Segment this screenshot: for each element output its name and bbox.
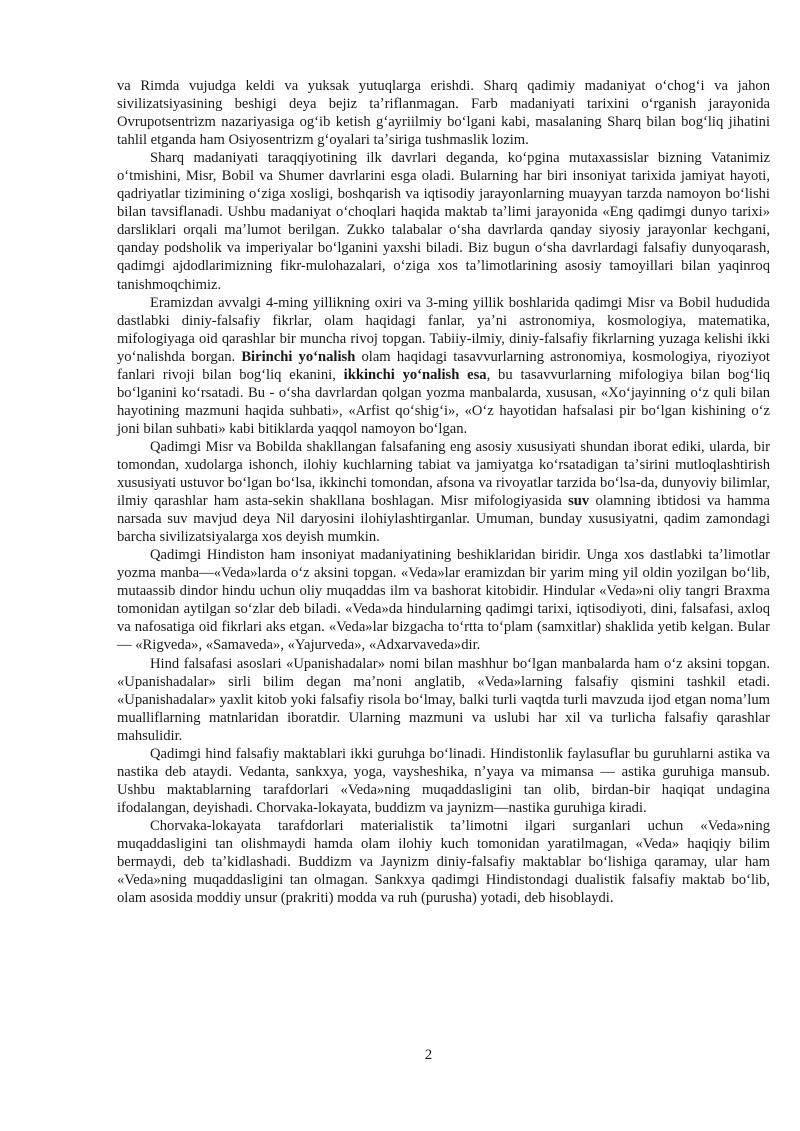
paragraph: va Rimda vujudga keldi va yuksak yutuqlarga erishdi. Sharq qadimiy madaniyat oʻchogʻi va jahon sivilizatsiyasining beshigi deya bejiz taʼriflanmagan. Farb madaniyati tarixini oʻrganish jarayonida Ovrupotsentrizm nazariyasiga ogʻib ketish gʻayriilmiy boʻlgani kabi, masalaning Sharq bilan bogʻliq jihatini tahlil etganda ham Osiyosentrizm gʻoyalari taʼsiriga tushmaslik lozim. — [117, 78, 770, 149]
paragraph: Hind falsafasi asoslari «Upanishadalar» nomi bilan mashhur boʻlgan manbalarda ham oʻz aksini topgan. «Upanishadalar» sirli bilim degan maʼnoni anglatib, «Veda»larning falsafiy qismini tashkil etadi. «Upanishadalar» yaxlit kitob yoki falsafiy risola boʻlmay, balki turli vaqtda turli mavzuda ijod etgan nomaʼlum mualliflarning matnlaridan iboratdir. Ularning mazmuni va uslubi har xil va turlicha falsafiy qarashlar mahsulidir. — [117, 655, 770, 744]
paragraph-text: , bu tasavvurlarning mifologiya bilan bogʻliq boʻlganini koʻrsatadi. Bu - oʻsha davrlardan qolgan yozma manbalarda, xususan, «Xoʻjayinning oʻz quli bilan hayotining mazmuni haqida suhbati», «Arfist qoʻshigʻi», «Oʻz hayotidan hafsalasi pir boʻlgan kishining oʻz joni bilan suhbati» kabi bitiklarda yaqqol namoyon boʻlgan. — [117, 366, 770, 437]
paragraph — [117, 294, 770, 438]
paragraph-text: olamning ibtidosi va hamma narsada suv mavjud deya Nil daryosini ilohiylashtirganlar. Umuman, bunday xususiyatni, qadim zamondagi barcha sivilizatsiyalarga xos deyish mumkin. — [117, 493, 770, 546]
bold-term: Birinchi yoʻnalish — [241, 348, 356, 365]
bold-term: suv — [568, 493, 590, 510]
paragraph: Qadimgi Hindiston ham insoniyat madaniyatining beshiklaridan biridir. Unga xos dastlabki taʼlimotlar yozma manba—«Veda»larda oʻz aksini topgan. «Veda»lar eramizdan bir yarim ming yil oldin yozilgan boʻlib, mutaassib dindor hindu uchun oliy muqaddas ilm va bashorat kitobidir. Hindular «Veda»ni oliy tangri Braxma tomonidan aytilgan soʻzlar deb biladi. «Veda»da hindularning qadimgi tarixi, iqtisodiyoti, dini, falsafasi, axloq va nafosatiga oid fikrlari aks etgan. «Veda»lar bizgacha toʻrtta toʻplam (samxitlar) shaklida yetib kelgan. Bular — «Rigveda», «Samaveda», «Yajurveda», «Adxarvaveda»dir. — [117, 547, 770, 654]
page-number: 2 — [424, 1047, 433, 1063]
bold-term: ikkinchi yoʻnalish esa — [343, 366, 487, 383]
paragraph-text: Qadimgi Misr va Bobilda shakllangan falsafaning eng asosiy xususiyati shundan iborat ediki, ularda, bir tomondan, xudolarga ishonch, ilohiy kuchlarning tabiat va jamiyatga koʻrsatadigan taʼsirini mutloqlashtirish xususiyati ustuvor boʻlgan boʻlsa, ikkinchi tomondan, afsona va rivoyatlar tarzida boʻlsa-da, dunyoviy bilimlar, ilmiy qarashlar ham asta-sekin shakllana boshlagan. Misr mifologiyasida — [117, 438, 770, 510]
paragraph: Chorvaka-lokayata tarafdorlari materialistik taʼlimotni ilgari surganlari uchun «Veda»ning muqaddasligini tan olishmaydi hamda olam ilohiy kuch tomonidan yaratilmagan, «Veda» haqiqiy bilim bermaydi, deb taʼkidlashadi. Buddizm va Jaynizm diniy-falsafiy maktablar boʻlishiga qaramay, ular ham «Veda»ning muqaddasligini tan olmagan. Sankxya qadimgi Hindistondagi dualistik falsafiy maktab boʻlib, olam asosida moddiy unsur (prakriti) modda va ruh (purusha) yotadi, deb hisoblaydi. — [117, 817, 770, 907]
page-body — [117, 77, 770, 907]
paragraph-text: olam haqidagi tasavvurlarning astronomiya, kosmologiya, riyoziyot fanlari rivoji bilan bogʻliq ekanini, — [117, 348, 770, 383]
paragraph-text: Eramizdan avvalgi 4-ming yillikning oxiri va 3-ming yillik boshlarida qadimgi Misr va Bobil hududida dastlabki diniy-falsafiy fikrlar, olam haqidagi fanlar, yaʼni astronomiya, kosmologiya, matematika, mifologiyaga oid qarashlar bir muncha rivoj topgan. Tabiiy-ilmiy, diniy-falsafiy fikrlarning yuzaga kelishi ikki yoʻnalishda borgan. — [117, 294, 770, 365]
paragraph: Sharq madaniyati taraqqiyotining ilk davrlari deganda, koʻpgina mutaxassislar bizning Vatanimiz oʻtmishini, Misr, Bobil va Shumer davrlarini esga oladi. Bularning har biri insoniyat tarixida jamiyat hayoti, qadriyatlar tizimining oʻziga xosligi, boshqarish va iqtisodiy jarayonlarning muayyan tarzda namoyon boʻlishi bilan tavsiflanadi. Ushbu madaniyat oʻchoqlari haqida maktab taʼlimi jarayonida «Eng qadimgi dunyo tarixi» darsliklari orqali maʼlumot berilgan. Zukko talabalar oʻsha davrlarda qanday siyosiy jarayonlar kechgani, qanday podsholik va imperiyalar boʻlganini yaxshi biladi. Biz bugun oʻsha davrlardagi falsafiy dunyoqarash, qadimgi ajdodlarimizning fikr-mulohazalari, oʻziga xos taʼlimotlarining asosiy tamoyillari bilan yaqinroq tanishmoqchimiz. — [117, 150, 770, 293]
paragraph: Qadimgi hind falsafiy maktablari ikki guruhga boʻlinadi. Hindistonlik faylasuflar bu guruhlarni astika va nastika deb ataydi. Vedanta, sankxya, yoga, vaysheshika, nʼyaya va mimansa — astika guruhiga mansub. Ushbu maktablarning tarafdorlari «Veda»ning muqaddasligini tan olib, birdan-bir haqiqat undagina ifodalangan, deyishadi. Chorvaka-lokayata, buddizm va jaynizm—nastika guruhiga kiradi. — [117, 745, 770, 816]
paragraph — [117, 438, 770, 546]
